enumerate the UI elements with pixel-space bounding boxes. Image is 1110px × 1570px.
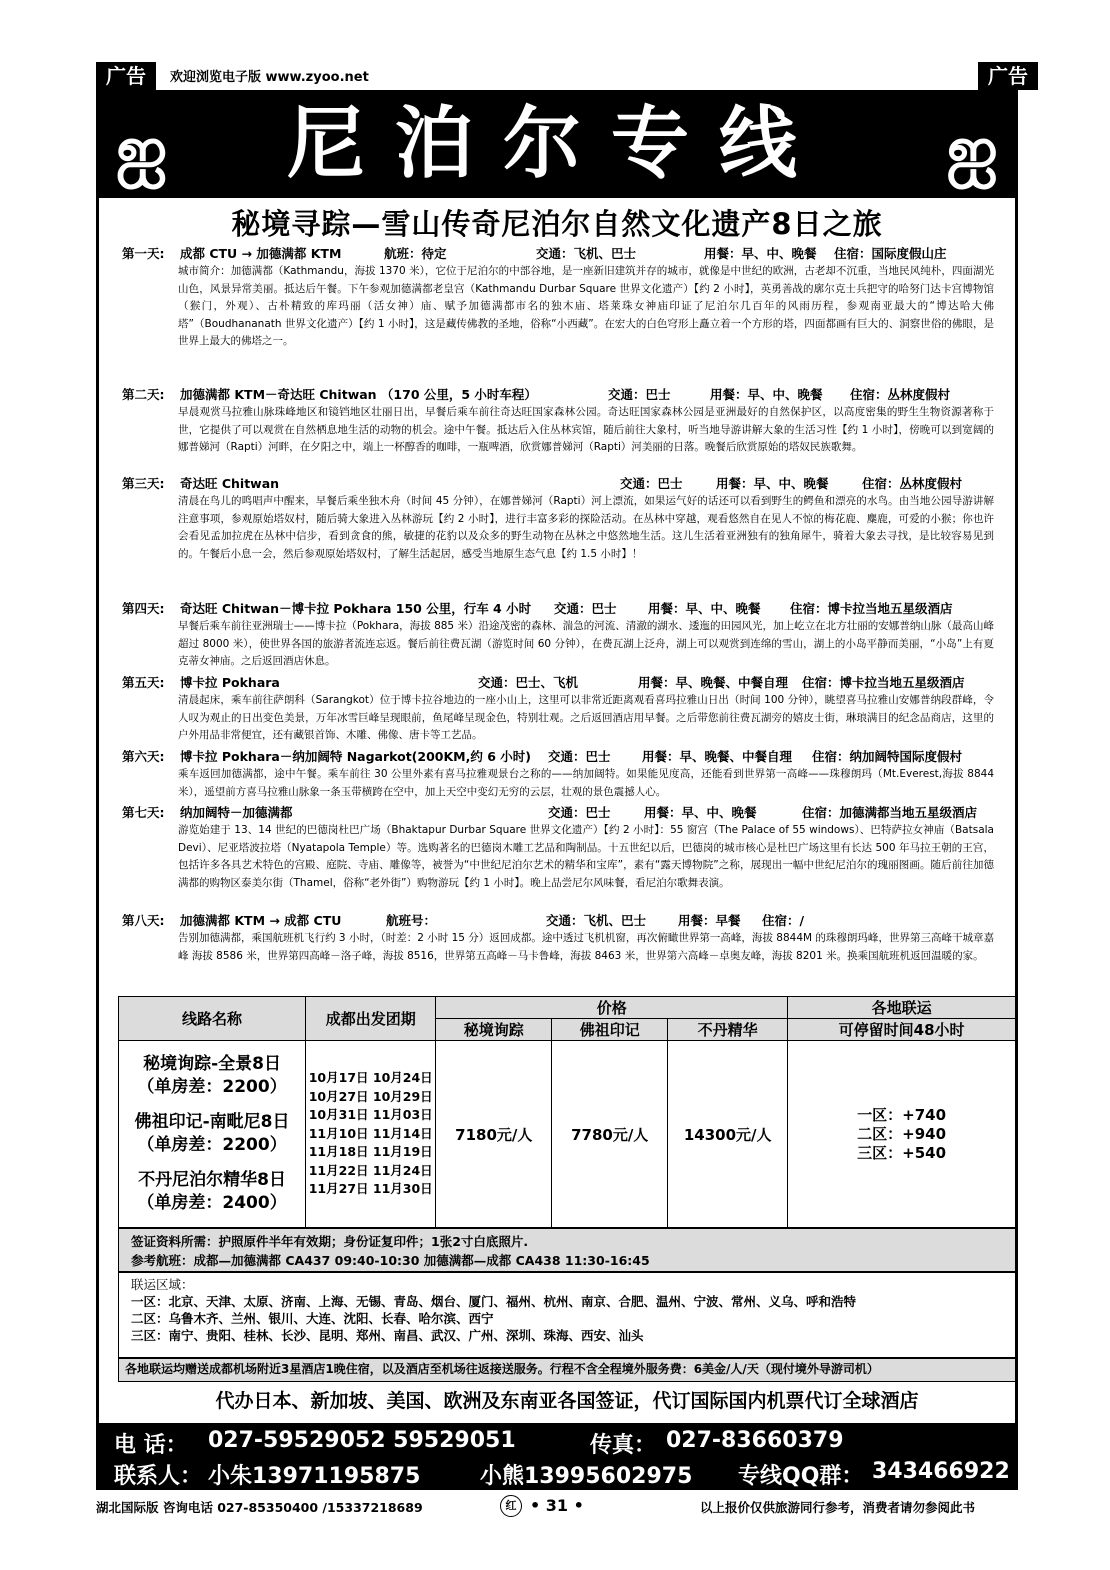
price-2: 7780元/人	[552, 1041, 668, 1228]
zone-surcharge: 一区：+740	[857, 1105, 947, 1124]
day-route: 博卡拉 Pokhara	[180, 675, 280, 690]
ad-tag-right: 广告	[978, 62, 1038, 90]
day-2	[122, 385, 994, 474]
page-number: • 31 •	[530, 1496, 584, 1515]
footer-right: 以上报价仅供旅游同行参考，消费者请勿参阅此书	[700, 1500, 976, 1515]
day-desc: 清晨起床，乘车前往萨朗科（Sarangkot）位于博卡拉谷地边的一座小山上，这里可以非常近距离观看喜玛拉雅山日出（时间 100 分钟），眺望喜马拉雅山安娜普纳段群峰，令人叹为观止的日出变色美景，万年冰雪巨峰呈现眼前，鱼尾峰呈现金色，特别壮观。之后返回酒店用早餐。之后带您前往费瓦湖旁的嬉皮士街，琳琅满目的纪念品商店，这里的户外用品非常便宜，还有藏银首饰、木雕、佛像、唐卡等工艺品。	[178, 694, 994, 741]
day-hotel: 住宿：加德满都当地五星级酒店	[802, 805, 978, 820]
col-price-2: 佛祖印记	[552, 1019, 668, 1041]
route-name: 秘境询踪-全景8日	[143, 1054, 281, 1074]
day-label: 第二天:	[122, 387, 165, 402]
day-meals: 用餐：早、晚餐、中餐自理	[638, 675, 789, 690]
day-hotel: 住宿：博卡拉当地五星级酒店	[790, 601, 953, 616]
swirl-right-icon: ஐ	[946, 112, 998, 187]
col-price-3: 不丹精华	[668, 1019, 788, 1041]
visa-info	[118, 1228, 1016, 1272]
connect-sub: 可停留时间48小时	[788, 1019, 1016, 1041]
date-row: 10月31日 11月03日	[308, 1107, 433, 1123]
day-label: 第一天:	[122, 246, 165, 261]
day-label: 第五天:	[122, 675, 165, 690]
date-row: 10月17日 10月24日	[308, 1070, 433, 1086]
day-transport: 交通：巴士、飞机	[478, 675, 579, 690]
day-transport: 交通：飞机、巴士	[536, 246, 637, 261]
contact-person-1[interactable]: 小朱13971195875	[208, 1464, 421, 1489]
date-row: 11月18日 11月19日	[308, 1144, 433, 1160]
day-desc: 乘车返回加德满都，途中午餐。乘车前往 30 公里外素有喜马拉雅观景台之称的——纳加阔特。如果能见度高，还能看到世界第一高峰——珠穆朗玛（Mt.Everest,海拔 8844 米），遥望前方喜马拉雅山脉象一条玉带横跨在空中，加上天空中变幻无穷的云层，壮观的景色震撼人心。	[178, 768, 994, 798]
day-meals: 用餐：早、中、晚餐	[648, 601, 761, 616]
day-6	[122, 747, 994, 803]
day-hotel: 住宿：博卡拉当地五星级酒店	[802, 675, 965, 690]
date-row: 11月10日 11月14日	[308, 1125, 433, 1141]
route-single: （单房差：2200）	[137, 1135, 287, 1155]
region-zone-2: 二区：乌鲁木齐、兰州、银川、大连、沈阳、长春、哈尔滨、西宁	[131, 1311, 494, 1326]
day-hotel: 住宿：丛林度假村	[850, 387, 951, 402]
col-price-1: 秘境询踪	[436, 1019, 552, 1041]
welcome-text[interactable]: 欢迎浏览电子版 www.zyoo.net	[170, 70, 369, 85]
day-desc: 城市简介：加德满都（Kathmandu，海拔 1370 米），它位于尼泊尔的中部谷地，是一座新旧建筑并存的城市，就像是中世纪的欧洲，古老却不沉重，当地民风纯朴，四面湖光山色，风景异常美丽。抵达后午餐。下午参观加德满都老皇宫（Kathmandu Durbar Square 世界文化遗产）【约 2 小时】，英勇善战的廓尔克士兵把守的哈努门达卡宫博物馆（猴门，外观）、古朴精致的库玛丽（活女神）庙、赋予加德满都市名的独木庙、塔莱珠女神庙印证了尼泊尔几百年的风雨历程，参观南亚最大的“博达哈大佛塔”（Boudhananath 世界文化遗产）【约 1 小时】，这是藏传佛教的圣地，俗称“小西藏”。在宏大的白色穹形上矗立着一个方形的塔，四面都画有巨大的、洞察世俗的佛眼，是世界上最大的佛塔之一。	[178, 265, 994, 347]
contact-person-label: 联系人：	[114, 1464, 203, 1489]
day-meals: 用餐：早、中、晚餐	[716, 476, 829, 491]
service-banner: 代办日本、新加坡、美国、欧洲及东南亚各国签证，代订国际国内机票代订全球酒店	[215, 1390, 919, 1412]
day-desc: 告别加德满都，乘国航班机飞行约 3 小时，（时差：2 小时 15 分）返回成都。途中透过飞机机窗，再次俯瞰世界第一高峰，海拔 8844M 的珠穆朗玛峰，世界第三高峰干城章嘉峰 海拔 8586 米，世界第四高峰－洛子峰，海拔 8516，世界第五高峰－马卡鲁峰，海拔 8463 米，世界第六高峰－卓奥友峰，海拔 8201 米。换乘国航班机返回温暖的家。	[178, 932, 994, 962]
qq-label: 专线QQ群：	[738, 1464, 864, 1489]
route-single: （单房差：2200）	[137, 1077, 287, 1097]
date-row: 10月27日 10月29日	[308, 1088, 433, 1104]
day-route: 奇达旺 Chitwan－博卡拉 Pokhara 150 公里，行车 4 小时	[180, 601, 532, 616]
day-label: 第三天:	[122, 476, 165, 491]
day-label: 第七天:	[122, 805, 165, 820]
day-hotel: 住宿：国际度假山庄	[834, 246, 947, 261]
col-price: 价格	[436, 997, 788, 1019]
visa-docs: 签证资料所需：护照原件半年有效期；身份证复印件；1张2寸白底照片.	[131, 1234, 529, 1249]
col-connect	[788, 997, 1016, 1019]
day-desc: 游览始建于 13、14 世纪的巴德岗杜巴广场（Bhaktapur Durbar Square 世界文化遗产）【约 2 小时】：55 窗宫（The Palace of 55 windows）、巴特萨拉女神庙（Batsala Devi）、尼亚塔波拉塔（Nyatapola Temple）等。选购著名的巴德岗木雕工艺品和陶制品。十五世纪以后，巴德岗的城市核心是杜巴广场这里有长达 500 年马拉王朝的王宫，包括许多各具艺术特色的宫殿、庭院、寺庙、雕像等，被誉为“中世纪尼泊尔艺术的精华和宝库”，素有“露天博物院”之称，展现出一幅中世纪尼泊尔的瑰丽图画。随后前往加德满都的购物区泰美尔街（Thamel，俗称“老外街”）购物游玩【约 1 小时】。晚上品尝尼尔风味餐，看尼泊尔歌舞表演。	[178, 824, 994, 889]
day-flight: 航班号：	[386, 913, 437, 928]
day-meals: 用餐：早、中、晚餐	[644, 805, 757, 820]
day-7	[122, 803, 994, 911]
route-names	[119, 1041, 306, 1228]
zone-surcharges	[788, 1041, 1016, 1228]
contact-block	[96, 1423, 1018, 1490]
fax-label: 传真：	[590, 1433, 657, 1458]
day-route: 奇达旺 Chitwan	[180, 476, 280, 491]
route-name: 不丹尼泊尔精华8日	[138, 1170, 286, 1190]
reference-flights: 参考航班：成都—加德满都 CA437 09:40-10:30 加德满都—成都 CA438 11:30-16:45	[131, 1253, 650, 1268]
day-hotel: 住宿：纳加阔特国际度假村	[812, 749, 963, 764]
day-label: 第四天:	[122, 601, 165, 616]
phone-number[interactable]: 027-59529052 59529051	[208, 1428, 516, 1453]
day-route: 加德满都 KTM－奇达旺 Chitwan （170 公里，5 小时车程）	[180, 387, 537, 402]
day-3	[122, 474, 994, 599]
day-route: 成都 CTU → 加德满都 KTM	[180, 246, 342, 261]
itinerary	[122, 244, 994, 965]
qq-number[interactable]: 343466922	[872, 1459, 1010, 1484]
tour-subtitle: 秘境寻踪—雪山传奇尼泊尔自然文化遗产8日之旅	[231, 207, 883, 241]
day-route: 纳加阔特－加德满都	[180, 805, 293, 820]
ad-tag-left: 广告	[96, 62, 156, 90]
day-transport: 交通：巴士	[554, 601, 617, 616]
departure-dates	[306, 1041, 436, 1228]
day-transport: 交通：巴士	[548, 749, 611, 764]
day-transport: 交通：巴士	[548, 805, 611, 820]
day-desc: 早晨观赏马拉雅山脉珠峰地区和镜铛地区壮丽日出，早餐后乘车前往奇达旺国家森林公园。奇达旺国家森林公园是亚洲最好的自然保护区，以高度密集的野生生物资源著称于世，它提供了可以观赏在自然栖息地生活的动物的机会。途中午餐。抵达后入住丛林宾馆，随后前往大象村，听当地导游讲解大象的生活习性【约 1 小时】，傍晚可以到宽阔的娜普娣河（Rapti）河畔，在夕阳之中，端上一杯醇香的咖啡，一瓶啤酒，欣赏娜普娣河（Rapti）河美丽的日落。晚餐后欣赏原始的塔奴民族歌舞。	[178, 406, 994, 453]
price-table	[118, 996, 1016, 1228]
page-badge-icon: 红	[500, 1495, 522, 1517]
swirl-left-icon: ஐ	[116, 112, 168, 187]
zone-surcharge: 三区：+540	[857, 1143, 947, 1162]
day-meals: 用餐：早餐	[678, 913, 741, 928]
day-hotel: 住宿：丛林度假村	[862, 476, 963, 491]
fax-number[interactable]: 027-83660379	[666, 1428, 844, 1453]
day-meals: 用餐：早、中、晚餐	[704, 246, 817, 261]
day-8	[122, 911, 994, 965]
date-row: 11月27日 11月30日	[308, 1181, 433, 1197]
region-zone-1: 一区：北京、天津、太原、济南、上海、无锡、青岛、烟台、厦门、福州、杭州、南京、合肥、温州、宁波、常州、义乌、呼和浩特	[131, 1294, 857, 1309]
col-dates: 成都出发团期	[306, 997, 436, 1041]
day-transport: 交通：飞机、巴士	[546, 913, 647, 928]
phone-label: 电 话：	[114, 1433, 188, 1458]
day-label: 第六天:	[122, 749, 165, 764]
col-route: 线路名称	[119, 997, 306, 1041]
day-5	[122, 673, 994, 747]
contact-person-2[interactable]: 小熊13995602975	[480, 1464, 693, 1489]
day-route: 博卡拉 Pokhara－纳加阔特 Nagarkot(200KM,约 6 小时)	[180, 749, 531, 764]
date-row: 11月22日 11月24日	[308, 1162, 433, 1178]
price-3: 14300元/人	[668, 1041, 788, 1228]
price-1: 7180元/人	[436, 1041, 552, 1228]
day-flight: 航班：待定	[384, 246, 447, 261]
day-label: 第八天:	[122, 913, 165, 928]
banner-title: 尼泊尔专线	[286, 98, 827, 189]
day-hotel: 住宿：/	[762, 913, 805, 928]
day-desc: 清晨在鸟儿的鸣唱声中醒来，早餐后乘坐独木舟（时间 45 分钟），在娜普娣河（Rapti）河上漂流，如果运气好的话还可以看到野生的鳄鱼和漂亮的水鸟。由当地公园导游讲解注意事项，参观原始塔奴村，随后骑大象进入丛林游玩【约 2 小时】，进行丰富多彩的探险活动。在丛林中穿越，观看悠然自在见人不惊的梅花鹿、麋鹿，可爱的小猴；你也许会看见孟加拉虎在丛林中信步，看到贪食的熊，敏捷的花豹以及众多的野生动物在丛林之中悠然地生活。这儿生活着亚洲独有的独角犀牛，骑着大象去寻找，是比较容易见到的。午餐后小息一会，然后参观原始塔奴村，了解生活起居，感受当地原生态气息【约 1.5 小时】！	[178, 495, 994, 560]
region-zone-3: 三区：南宁、贵阳、桂林、长沙、昆明、郑州、南昌、武汉、广州、深圳、珠海、西安、汕头	[131, 1328, 644, 1343]
day-meals: 用餐：早、中、晚餐	[710, 387, 823, 402]
day-desc: 早餐后乘车前往亚洲瑞士——博卡拉（Pokhara，海拔 885 米）沿途茂密的森林、湍急的河流、清澈的湖水、逶迤的田园风光，加上屹立在北方壮丽的安娜普纳山脉（最高山峰超过 8000 米），使世界各国的旅游者流连忘返。餐后前往费瓦湖（游览时间 60 分钟），在费瓦湖上泛舟，湖上可以观赏到连绵的雪山，湖上的小岛平静而美丽，“小岛”上有夏克蒂女神庙。之后返回酒店休息。	[178, 620, 994, 667]
connect-title: 各地联运	[871, 999, 932, 1017]
zone-surcharge: 二区：+940	[857, 1124, 947, 1143]
footer-left: 湖北国际版 咨询电话 027-85350400 /15337218689	[96, 1500, 423, 1515]
day-4	[122, 599, 994, 673]
banner	[96, 90, 1018, 198]
day-transport: 交通：巴士	[620, 476, 683, 491]
day-route: 加德满都 KTM → 成都 CTU	[180, 913, 342, 928]
day-meals: 用餐：早、晚餐、中餐自理	[642, 749, 793, 764]
route-name: 佛祖印记-南毗尼8日	[134, 1112, 290, 1132]
route-single: （单房差：2400）	[137, 1193, 287, 1213]
region-info	[118, 1272, 1016, 1358]
service-notice: 各地联运均赠送成都机场附近3星酒店1晚住宿，以及酒店至机场往返接送服务。行程不含全程境外服务费：6美金/人/天（现付境外导游司机）	[118, 1358, 1016, 1382]
region-title: 联运区域：	[131, 1277, 194, 1292]
day-1	[122, 244, 994, 385]
day-transport: 交通：巴士	[608, 387, 671, 402]
